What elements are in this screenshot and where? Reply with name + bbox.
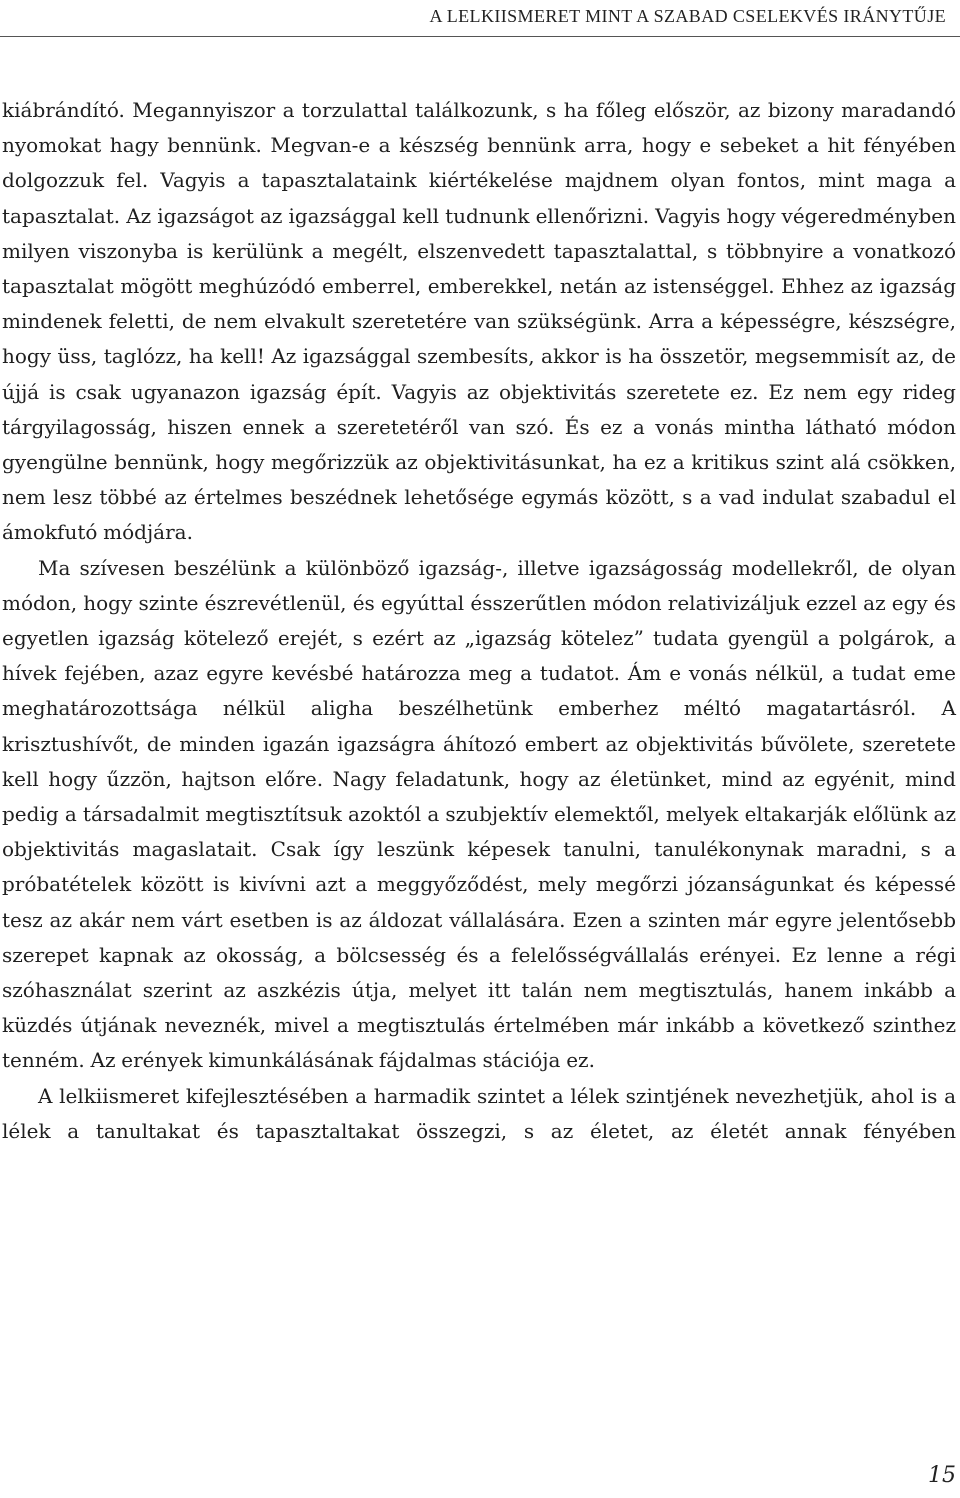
paragraph-3: A lelkiismeret kifejlesztésében a harmadik szintet a lélek szintjének nevezhetjük, ahol is a lélek a tanultakat és tapasztaltakat összegzi, s az életet, az életét annak fényében [2, 1083, 956, 1143]
body-text [2, 93, 956, 1149]
header-rule [0, 36, 960, 37]
page-number: 15 [928, 1463, 956, 1488]
paragraph-1: kiábrándító. Megannyiszor a torzulattal találkozunk, s ha főleg először, az bizony maradandó nyomokat hagy bennünk. Megvan-e a készség bennünk arra, hogy e sebeket a hit fényében dolgozzuk fel. Vagyis a tapasztalataink kiértékelése majdnem olyan fontos, mint maga a tapasztalat. Az igazságot az igazsággal kell tudnunk ellenőrizni. Vagyis hogy végeredményben milyen viszonyba is kerülünk a megélt, elszenvedett tapasztalattal, s többnyire a vonatkozó tapasztalat mögött meghúzódó emberrel, emberekkel, netán az istenséggel. Ehhez az igazság mindenek feletti, de nem elvakult szeretetére van szükségünk. Arra a képességre, készségre, hogy üss, taglózz, ha kell! Az igazsággal szembesíts, akkor is ha összetör, megsemmisít az, de újjá is csak ugyanazon igazság épít. Vagyis az objektivitás szeretete ez. Ez nem egy rideg tárgyilagosság, hiszen ennek a szeretetéről van szó. És ez a vonás mintha látható módon gyengülne bennünk, hogy megőrizzük az objektivitásunkat, ha ez a kritikus szint alá csökken, nem lesz többé az értelmes beszédnek lehetősége egymás között, s a vad indulat szabadul el ámokfutó módjára. [2, 98, 956, 545]
running-header: A LELKIISMERET MINT A SZABAD CSELEKVÉS IRÁNYTŰJE [429, 6, 946, 26]
paragraph-2: Ma szívesen beszélünk a különböző igazság-, illetve igazságosság modellekről, de olyan módon, hogy szinte észrevétlenül, és egyúttal ésszerűtlen módon relativizáljuk ezzel az egy és egyetlen igazság kötelező erejét, s ezért az „igazság kötelez” tudata gyengül a polgárok, a hívek fejében, azaz egyre kevésbé határozza meg a tudatot. Ám e vonás nélkül, a tudat eme meghatározottsága nélkül aligha beszélhetünk emberhez méltó magatartásról. A krisztushívőt, de minden igazán igazságra áhítozó embert az objektivitás bűvölete, szeretete kell hogy űzzön, hajtson előre. Nagy feladatunk, hogy az életünket, mind az egyénit, mind pedig a társadalmit megtisztítsuk azoktól a szubjektív elemektől, melyek eltakarják előlünk az objektivitás magaslatait. Csak így leszünk képesek tanulni, tanulékonynak maradni, s a próbatételek között is kivívni azt a meggyőződést, mely megőrzi józanságunkat és képessé tesz az akár nem várt esetben is az áldozat vállalására. Ezen a szinten már egyre jelentősebb szerepet kapnak az okosság, a bölcsesség és a felelősségvállalás erényei. Ez lenne a régi szóhasználat szerint az aszkézis útja, melyet itt talán nem megtisztulás, hanem inkább a küzdés útjának neveznék, mivel a megtisztulás értelmében már inkább a következő szinthez tenném. Az erények kimunkálásának fájdalmas stációja ez. [2, 555, 956, 1073]
